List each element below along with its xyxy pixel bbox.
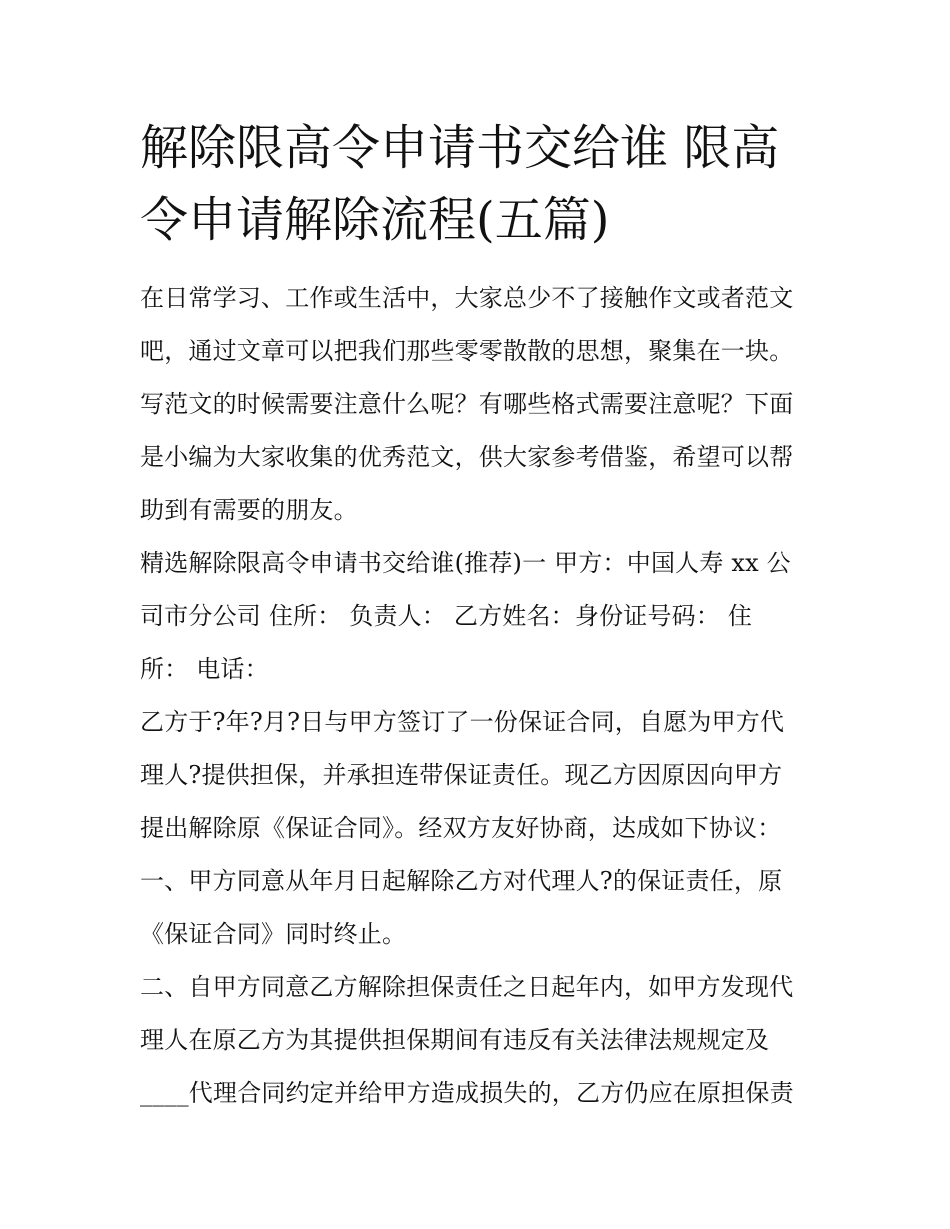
body-line: 写范文的时候需要注意什么呢？有哪些格式需要注意呢？下面 — [140, 390, 794, 418]
document-content — [140, 112, 815, 1120]
title-line: 解除限高令申请书交给谁 限高 — [140, 120, 780, 176]
document-body — [140, 272, 815, 1120]
body-line: 理人在原乙方为其提供担保期间有违反有关法律法规规定及 — [140, 1026, 770, 1054]
body-line: 一、甲方同意从年月日起解除乙方对代理人?的保证责任，原 — [140, 867, 783, 895]
body-line: 助到有需要的朋友。 — [140, 496, 358, 524]
body-line: 《保证合同》同时终止。 — [140, 920, 407, 948]
body-line: 乙方于?年?月?日与甲方签订了一份保证合同，自愿为甲方代 — [140, 708, 785, 736]
body-line: 二、自甲方同意乙方解除担保责任之日起年内，如甲方发现代 — [140, 973, 794, 1001]
body-line: 精选解除限高令申请书交给谁(推荐)一 甲方：中国人寿 xx 公 — [140, 549, 791, 577]
body-line: 所： 电话： — [140, 655, 269, 683]
body-line: 理人?提供担保，并承担连带保证责任。现乙方因原因向甲方 — [140, 761, 783, 789]
title-line: 令申请解除流程(五篇) — [140, 192, 610, 248]
body-line: 在日常学习、工作或生活中，大家总少不了接触作文或者范文 — [140, 284, 794, 312]
body-line: 吧，通过文章可以把我们那些零零散散的思想，聚集在一块。 — [140, 337, 794, 365]
body-line: ____代理合同约定并给甲方造成损失的，乙方仍应在原担保责 — [140, 1079, 794, 1107]
body-line: 是小编为大家收集的优秀范文，供大家参考借鉴，希望可以帮 — [140, 443, 794, 471]
document-title — [140, 112, 815, 256]
body-line: 提出解除原《保证合同》。经双方友好协商，达成如下协议： — [140, 814, 782, 842]
body-line: 司市分公司 住所： 负责人： 乙方姓名：身份证号码： 住 — [140, 602, 753, 630]
